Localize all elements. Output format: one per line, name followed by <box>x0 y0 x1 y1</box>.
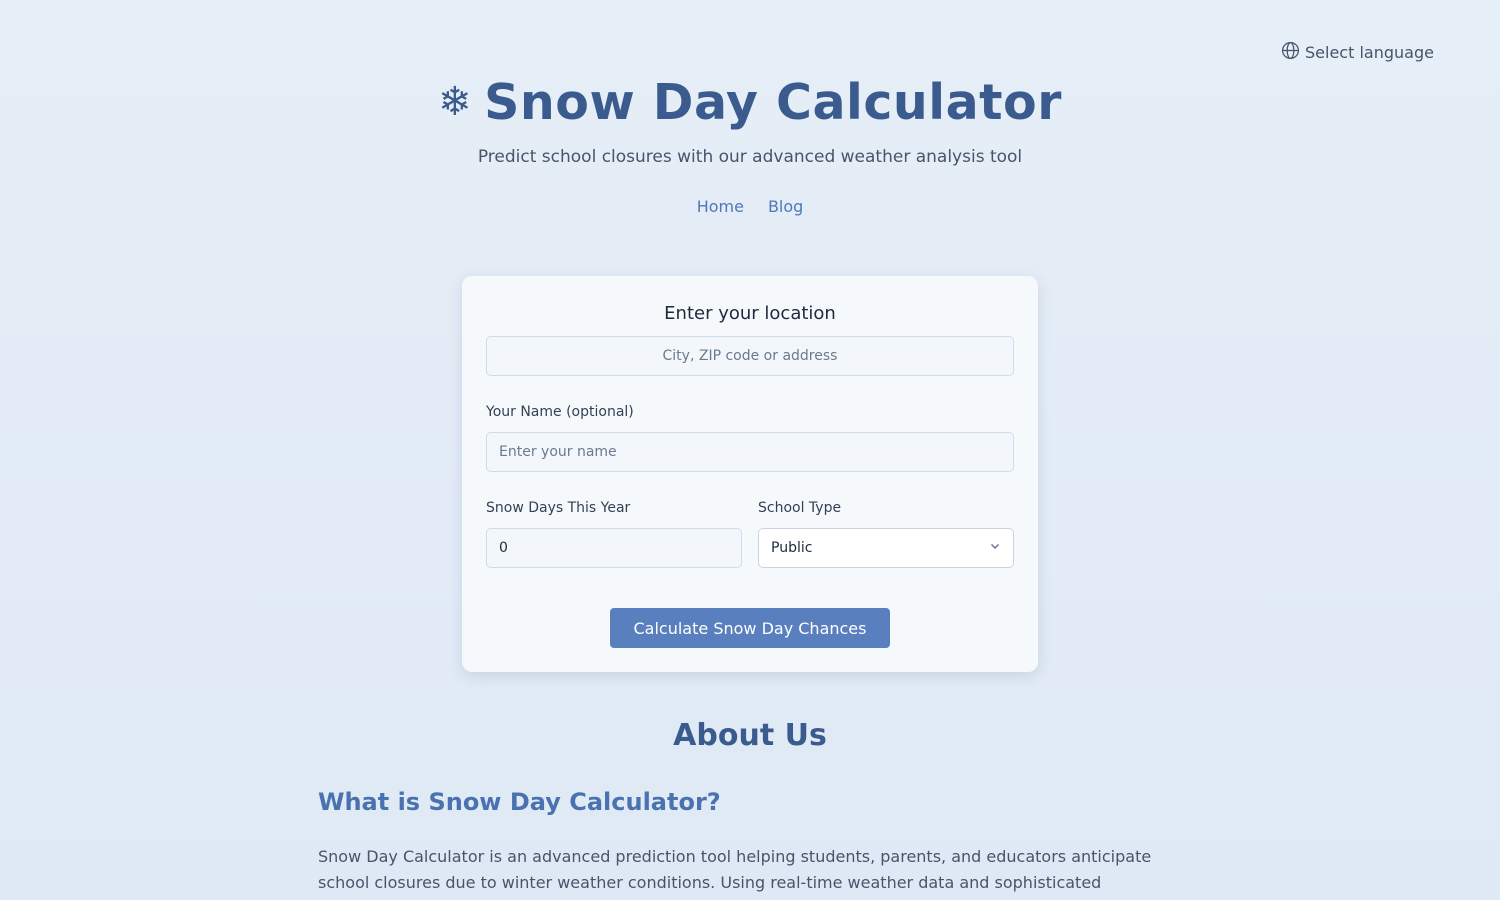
name-label: Your Name (optional) <box>486 404 634 420</box>
nav-home-link[interactable]: Home <box>696 197 744 216</box>
page-title-text: Snow Day Calculator <box>484 74 1062 131</box>
chevron-down-icon <box>989 540 1001 556</box>
school-type-select[interactable] <box>758 528 1014 568</box>
snowflake-icon: ❄ <box>438 79 473 125</box>
about-paragraph: Snow Day Calculator is an advanced prediction tool helping students, parents, and educators anticipate school closures due to winter weather conditions. Using real-time weather data and sophisticated <box>318 847 1152 892</box>
calculate-button[interactable]: Calculate Snow Day Chances <box>610 608 890 648</box>
about-heading: About Us <box>673 718 827 753</box>
language-selector[interactable] <box>1281 41 1434 64</box>
school-type-value: Public <box>771 540 813 556</box>
location-input[interactable] <box>486 336 1014 376</box>
name-input[interactable] <box>486 432 1014 472</box>
snow-days-label: Snow Days This Year <box>486 500 631 516</box>
language-label: Select language <box>1305 43 1434 62</box>
page-subtitle: Predict school closures with our advanced weather analysis tool <box>477 147 1023 167</box>
nav-blog-link[interactable]: Blog <box>767 197 804 216</box>
snow-days-input[interactable] <box>486 528 742 568</box>
location-heading: Enter your location <box>664 303 836 324</box>
school-type-label: School Type <box>758 500 842 516</box>
main-nav <box>0 197 1500 216</box>
globe-icon <box>1281 41 1300 64</box>
page-title <box>0 74 1500 131</box>
about-subheading: What is Snow Day Calculator? <box>318 788 721 816</box>
calculator-card <box>462 276 1038 672</box>
